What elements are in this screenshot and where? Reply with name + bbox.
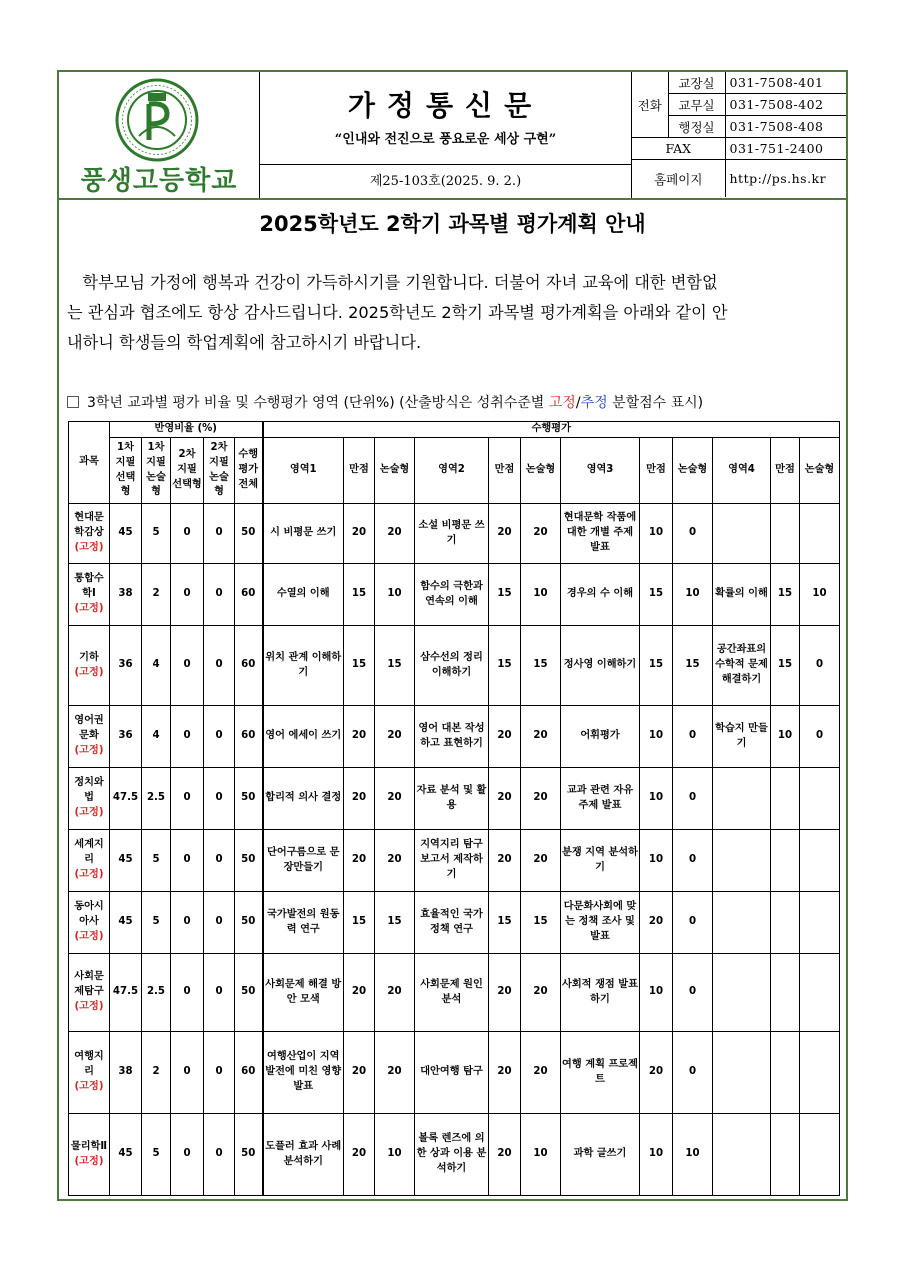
essay-score-cell: 10 bbox=[673, 564, 713, 626]
subject-cell bbox=[69, 1114, 110, 1196]
essay-score-cell bbox=[800, 768, 840, 830]
area-col-header: 영역3 bbox=[561, 438, 640, 504]
subject-name: 물리학Ⅱ bbox=[70, 1140, 108, 1152]
subject-name: 세계지리 bbox=[74, 839, 104, 866]
ratio-cell: 45 bbox=[110, 504, 142, 564]
essay-score-cell: 10 bbox=[375, 1114, 415, 1196]
ratio-cell: 45 bbox=[110, 1114, 142, 1196]
ratio-cell: 0 bbox=[171, 892, 204, 954]
full-score-cell: 20 bbox=[489, 1114, 521, 1196]
area-name-cell bbox=[713, 954, 771, 1032]
area-name-cell: 어휘평가 bbox=[561, 706, 640, 768]
phone-office: 행정실 bbox=[668, 116, 725, 138]
essay-score-cell: 0 bbox=[673, 830, 713, 892]
essay-score-cell: 10 bbox=[521, 564, 561, 626]
essay-score-cell: 20 bbox=[375, 504, 415, 564]
evaluation-table bbox=[68, 421, 840, 1196]
full-score-cell bbox=[771, 1032, 800, 1114]
essay-score-cell: 0 bbox=[673, 954, 713, 1032]
essay-score-cell bbox=[800, 892, 840, 954]
ratio-cell: 2 bbox=[142, 1032, 171, 1114]
essay-score-cell: 0 bbox=[673, 1032, 713, 1114]
essay-score-cell bbox=[800, 830, 840, 892]
school-name: 풍생고등학교 bbox=[80, 166, 238, 196]
subject-cell bbox=[69, 504, 110, 564]
essay-score-cell: 0 bbox=[673, 768, 713, 830]
ratio-cell: 0 bbox=[171, 626, 204, 706]
ratio-cell: 50 bbox=[235, 504, 263, 564]
essay-score-cell: 0 bbox=[673, 892, 713, 954]
full-score-cell: 10 bbox=[640, 1114, 673, 1196]
full-score-cell bbox=[771, 830, 800, 892]
subject-cell bbox=[69, 1032, 110, 1114]
estimate-method-label: 추정 bbox=[580, 395, 608, 411]
essay-score-cell: 15 bbox=[375, 626, 415, 706]
full-score-cell: 15 bbox=[771, 626, 800, 706]
essay-score-cell: 10 bbox=[673, 1114, 713, 1196]
essay-score-cell: 20 bbox=[521, 768, 561, 830]
area-name-cell: 볼록 렌즈에 의한 상과 이용 분석하기 bbox=[415, 1114, 489, 1196]
area-name-cell bbox=[713, 504, 771, 564]
full-score-cell: 15 bbox=[489, 892, 521, 954]
full-score-cell: 10 bbox=[640, 706, 673, 768]
area-name-cell: 정사영 이해하기 bbox=[561, 626, 640, 706]
area-name-cell: 여행산업이 지역발전에 미친 영향 발표 bbox=[263, 1032, 344, 1114]
area-col-header: 영역4 bbox=[713, 438, 771, 504]
essay-score-cell bbox=[800, 954, 840, 1032]
area-name-cell: 사회문제 해결 방안 모색 bbox=[263, 954, 344, 1032]
area-name-cell: 국가발전의 원동력 연구 bbox=[263, 892, 344, 954]
ratio-cell: 60 bbox=[235, 1032, 263, 1114]
ratio-cell: 0 bbox=[171, 1032, 204, 1114]
essay-score-cell: 10 bbox=[521, 1114, 561, 1196]
area-name-cell: 사회적 쟁점 발표하기 bbox=[561, 954, 640, 1032]
full-score-cell bbox=[771, 768, 800, 830]
score-col-header: 만점 bbox=[489, 438, 521, 504]
ratio-cell: 0 bbox=[204, 892, 235, 954]
ratio-cell: 0 bbox=[171, 564, 204, 626]
subject-name: 정치와법 bbox=[74, 777, 104, 804]
essay-score-cell: 15 bbox=[673, 626, 713, 706]
ratio-cell: 45 bbox=[110, 830, 142, 892]
subject-cell bbox=[69, 830, 110, 892]
calc-method: (고정) bbox=[74, 930, 104, 942]
full-score-cell: 20 bbox=[344, 1114, 375, 1196]
essay-score-cell: 15 bbox=[521, 892, 561, 954]
essay-score-cell: 20 bbox=[521, 1032, 561, 1114]
subject-name: 영어권문화 bbox=[74, 715, 104, 742]
full-score-cell: 15 bbox=[489, 626, 521, 706]
ratio-cell: 0 bbox=[204, 564, 235, 626]
area-name-cell: 현대문학 작품에 대한 개별 주제 발표 bbox=[561, 504, 640, 564]
phone-label: 전화 bbox=[632, 72, 668, 138]
ratio-cell: 50 bbox=[235, 954, 263, 1032]
table-row bbox=[69, 1114, 840, 1196]
ratio-cell: 36 bbox=[110, 626, 142, 706]
ratio-cell: 47.5 bbox=[110, 954, 142, 1032]
full-score-cell: 15 bbox=[640, 564, 673, 626]
full-score-cell: 20 bbox=[489, 504, 521, 564]
ratio-cell: 5 bbox=[142, 830, 171, 892]
area-name-cell: 여행 계획 프로젝트 bbox=[561, 1032, 640, 1114]
table-row bbox=[69, 564, 840, 626]
ratio-cell: 2 bbox=[142, 564, 171, 626]
ratio-cell: 50 bbox=[235, 830, 263, 892]
essay-score-cell: 0 bbox=[673, 706, 713, 768]
area-col-header: 영역2 bbox=[415, 438, 489, 504]
ratio-cell: 0 bbox=[204, 768, 235, 830]
essay-score-cell: 20 bbox=[375, 706, 415, 768]
ratio-col-header: 2차 지필 논술형 bbox=[204, 438, 235, 504]
full-score-cell: 20 bbox=[640, 892, 673, 954]
section-slash: / bbox=[575, 395, 581, 411]
area-name-cell: 소설 비평문 쓰기 bbox=[415, 504, 489, 564]
ratio-cell: 0 bbox=[204, 504, 235, 564]
phone-office: 교무실 bbox=[668, 94, 725, 116]
essay-col-header: 논술형 bbox=[521, 438, 561, 504]
ratio-cell: 5 bbox=[142, 892, 171, 954]
homepage-link[interactable]: http://ps.hs.kr bbox=[725, 160, 846, 198]
contact-info bbox=[632, 72, 846, 198]
homepage-label: 홈페이지 bbox=[632, 160, 725, 198]
subject-name: 사회문제탐구 bbox=[74, 971, 104, 998]
area-name-cell: 함수의 극한과 연속의 이해 bbox=[415, 564, 489, 626]
full-score-cell: 20 bbox=[344, 1032, 375, 1114]
ratio-cell: 38 bbox=[110, 1032, 142, 1114]
full-score-cell: 10 bbox=[771, 706, 800, 768]
essay-score-cell: 15 bbox=[375, 892, 415, 954]
full-score-cell bbox=[771, 954, 800, 1032]
notice-frame bbox=[57, 70, 848, 1201]
essay-score-cell: 20 bbox=[375, 1032, 415, 1114]
full-score-cell: 10 bbox=[640, 954, 673, 1032]
calc-method: (고정) bbox=[74, 868, 104, 880]
section-text: 3학년 교과별 평가 비율 및 수행평가 영역 (단위%) (산출방식은 성취수준별 bbox=[87, 395, 549, 411]
subject-cell bbox=[69, 564, 110, 626]
school-seal-icon bbox=[115, 78, 199, 162]
ratio-cell: 0 bbox=[204, 626, 235, 706]
subject-cell bbox=[69, 768, 110, 830]
essay-col-header: 논술형 bbox=[673, 438, 713, 504]
ratio-cell: 36 bbox=[110, 706, 142, 768]
full-score-cell: 20 bbox=[489, 768, 521, 830]
intro-line: 내하니 학생들의 학업계획에 참고하시기 바랍니다. bbox=[67, 333, 422, 352]
ratio-cell: 4 bbox=[142, 706, 171, 768]
subject-name: 기하 bbox=[79, 651, 99, 663]
area-name-cell: 삼수선의 정리 이해하기 bbox=[415, 626, 489, 706]
full-score-cell: 20 bbox=[489, 1032, 521, 1114]
area-name-cell: 교과 관련 자유 주제 발표 bbox=[561, 768, 640, 830]
full-score-cell: 20 bbox=[489, 706, 521, 768]
calc-method: (고정) bbox=[74, 1155, 104, 1167]
area-name-cell: 시 비평문 쓰기 bbox=[263, 504, 344, 564]
area-col-header: 영역1 bbox=[263, 438, 344, 504]
area-name-cell: 분쟁 지역 분석하기 bbox=[561, 830, 640, 892]
notice-title: 가정통신문 bbox=[347, 89, 544, 122]
calc-method: (고정) bbox=[74, 806, 104, 818]
table-row bbox=[69, 626, 840, 706]
fixed-method-label: 고정 bbox=[548, 395, 576, 411]
area-name-cell bbox=[713, 892, 771, 954]
issue-number: 제25-103호(2025. 9. 2.) bbox=[260, 165, 632, 198]
fax-number: 031-751-2400 bbox=[725, 138, 846, 160]
title-block bbox=[260, 72, 632, 165]
phone-number: 031-7508-402 bbox=[725, 94, 846, 116]
area-name-cell bbox=[713, 830, 771, 892]
area-name-cell: 단어구름으로 문장만들기 bbox=[263, 830, 344, 892]
area-name-cell bbox=[713, 768, 771, 830]
full-score-cell: 20 bbox=[344, 706, 375, 768]
ratio-cell: 50 bbox=[235, 892, 263, 954]
calc-method: (고정) bbox=[74, 1000, 104, 1012]
full-score-cell: 20 bbox=[489, 830, 521, 892]
essay-score-cell: 20 bbox=[521, 954, 561, 1032]
essay-score-cell: 0 bbox=[800, 706, 840, 768]
area-name-cell: 합리적 의사 결정 bbox=[263, 768, 344, 830]
ratio-cell: 0 bbox=[171, 830, 204, 892]
ratio-col-header: 2차 지필 선택형 bbox=[171, 438, 204, 504]
table-row bbox=[69, 1032, 840, 1114]
area-name-cell: 사회문제 원인 분석 bbox=[415, 954, 489, 1032]
school-motto: “인내와 전진으로 풍요로운 세상 구현” bbox=[334, 132, 557, 147]
ratio-cell: 0 bbox=[204, 1114, 235, 1196]
phone-number: 031-7508-401 bbox=[725, 72, 846, 94]
score-col-header: 만점 bbox=[344, 438, 375, 504]
area-name-cell: 수열의 이해 bbox=[263, 564, 344, 626]
area-name-cell: 자료 분석 및 활용 bbox=[415, 768, 489, 830]
subject-name: 여행지리 bbox=[74, 1051, 104, 1078]
full-score-cell: 20 bbox=[489, 954, 521, 1032]
ratio-cell: 0 bbox=[171, 954, 204, 1032]
subject-cell bbox=[69, 892, 110, 954]
school-logo-block bbox=[59, 72, 260, 198]
score-col-header: 만점 bbox=[640, 438, 673, 504]
ratio-cell: 38 bbox=[110, 564, 142, 626]
ratio-cell: 4 bbox=[142, 626, 171, 706]
essay-score-cell: 0 bbox=[800, 626, 840, 706]
ratio-cell: 0 bbox=[171, 768, 204, 830]
area-name-cell: 학습지 만들기 bbox=[713, 706, 771, 768]
ratio-cell: 50 bbox=[235, 1114, 263, 1196]
area-name-cell: 영어 대본 작성하고 표현하기 bbox=[415, 706, 489, 768]
fax-label: FAX bbox=[632, 138, 725, 160]
full-score-cell: 15 bbox=[344, 892, 375, 954]
full-score-cell: 20 bbox=[640, 1032, 673, 1114]
full-score-cell: 15 bbox=[344, 626, 375, 706]
essay-score-cell bbox=[800, 1114, 840, 1196]
essay-score-cell bbox=[800, 504, 840, 564]
essay-score-cell: 20 bbox=[375, 768, 415, 830]
area-name-cell: 확률의 이해 bbox=[713, 564, 771, 626]
ratio-cell: 60 bbox=[235, 626, 263, 706]
area-name-cell bbox=[713, 1032, 771, 1114]
full-score-cell: 20 bbox=[344, 830, 375, 892]
area-name-cell: 지역지리 탐구보고서 제작하기 bbox=[415, 830, 489, 892]
calc-method: (고정) bbox=[74, 541, 104, 553]
essay-score-cell: 0 bbox=[673, 504, 713, 564]
full-score-cell: 10 bbox=[640, 830, 673, 892]
table-row bbox=[69, 954, 840, 1032]
ratio-cell: 5 bbox=[142, 1114, 171, 1196]
ratio-cell: 0 bbox=[204, 1032, 235, 1114]
score-col-header: 만점 bbox=[771, 438, 800, 504]
area-name-cell: 과학 글쓰기 bbox=[561, 1114, 640, 1196]
full-score-cell: 15 bbox=[344, 564, 375, 626]
essay-score-cell: 20 bbox=[521, 706, 561, 768]
calc-method: (고정) bbox=[74, 666, 104, 678]
letterhead bbox=[59, 72, 846, 200]
ratio-cell: 0 bbox=[204, 830, 235, 892]
essay-score-cell: 20 bbox=[375, 830, 415, 892]
area-name-cell: 공간좌표의 수학적 문제 해결하기 bbox=[713, 626, 771, 706]
full-score-cell bbox=[771, 1114, 800, 1196]
ratio-cell: 2.5 bbox=[142, 768, 171, 830]
area-name-cell: 대안여행 탐구 bbox=[415, 1032, 489, 1114]
phone-number: 031-7508-408 bbox=[725, 116, 846, 138]
full-score-cell: 15 bbox=[640, 626, 673, 706]
essay-score-cell: 20 bbox=[521, 504, 561, 564]
essay-score-cell: 10 bbox=[375, 564, 415, 626]
calc-method: (고정) bbox=[74, 744, 104, 756]
intro-line: 는 관심과 협조에도 항상 감사드립니다. 2025학년도 2학기 과목별 평가계획을 아래와 같이 안 bbox=[67, 303, 728, 322]
document-title: 2025학년도 2학기 과목별 평가계획 안내 bbox=[259, 212, 646, 236]
essay-col-header: 논술형 bbox=[375, 438, 415, 504]
essay-col-header: 논술형 bbox=[800, 438, 840, 504]
section-heading bbox=[67, 392, 847, 412]
full-score-cell bbox=[771, 504, 800, 564]
full-score-cell: 15 bbox=[489, 564, 521, 626]
checkbox-icon bbox=[67, 396, 79, 408]
area-name-cell: 효율적인 국가정책 연구 bbox=[415, 892, 489, 954]
ratio-header: 반영비율 (%) bbox=[110, 422, 263, 438]
section-text-end: 분할점수 표시) bbox=[607, 395, 704, 411]
ratio-cell: 0 bbox=[204, 954, 235, 1032]
area-name-cell: 경우의 수 이해 bbox=[561, 564, 640, 626]
ratio-cell: 50 bbox=[235, 768, 263, 830]
subject-name: 현대문학감상 bbox=[74, 512, 104, 539]
ratio-cell: 60 bbox=[235, 564, 263, 626]
ratio-cell: 2.5 bbox=[142, 954, 171, 1032]
intro-line: 학부모님 가정에 행복과 건강이 가득하시기를 기원합니다. 더불어 자녀 교육에 대한 변함없 bbox=[67, 273, 718, 292]
essay-score-cell: 10 bbox=[800, 564, 840, 626]
ratio-cell: 0 bbox=[171, 706, 204, 768]
full-score-cell bbox=[771, 892, 800, 954]
subject-cell bbox=[69, 626, 110, 706]
full-score-cell: 20 bbox=[344, 504, 375, 564]
full-score-cell: 10 bbox=[640, 768, 673, 830]
essay-score-cell bbox=[800, 1032, 840, 1114]
area-name-cell: 위치 관계 이해하기 bbox=[263, 626, 344, 706]
ratio-col-header: 1차 지필 논술형 bbox=[142, 438, 171, 504]
area-name-cell: 영어 에세이 쓰기 bbox=[263, 706, 344, 768]
ratio-cell: 0 bbox=[171, 1114, 204, 1196]
intro-paragraph bbox=[67, 268, 840, 358]
full-score-cell: 15 bbox=[771, 564, 800, 626]
essay-score-cell: 20 bbox=[521, 830, 561, 892]
ratio-col-header: 수행 평가 전체 bbox=[235, 438, 263, 504]
full-score-cell: 10 bbox=[640, 504, 673, 564]
ratio-cell: 60 bbox=[235, 706, 263, 768]
table-row bbox=[69, 892, 840, 954]
ratio-cell: 47.5 bbox=[110, 768, 142, 830]
subject-name: 동아시아사 bbox=[74, 901, 104, 928]
subject-name: 통합수학Ⅰ bbox=[74, 573, 104, 600]
ratio-cell: 0 bbox=[171, 504, 204, 564]
table-row bbox=[69, 504, 840, 564]
phone-office: 교장실 bbox=[668, 72, 725, 94]
subject-cell bbox=[69, 954, 110, 1032]
full-score-cell: 20 bbox=[344, 768, 375, 830]
ratio-cell: 45 bbox=[110, 892, 142, 954]
subject-header: 과목 bbox=[69, 422, 110, 504]
ratio-cell: 0 bbox=[204, 706, 235, 768]
table-row bbox=[69, 706, 840, 768]
table-row bbox=[69, 830, 840, 892]
area-name-cell: 도플러 효과 사례 분석하기 bbox=[263, 1114, 344, 1196]
ratio-col-header: 1차 지필 선택형 bbox=[110, 438, 142, 504]
full-score-cell: 20 bbox=[344, 954, 375, 1032]
essay-score-cell: 15 bbox=[521, 626, 561, 706]
area-name-cell: 다문화사회에 맞는 정책 조사 및 발표 bbox=[561, 892, 640, 954]
table-row bbox=[69, 768, 840, 830]
area-name-cell bbox=[713, 1114, 771, 1196]
calc-method: (고정) bbox=[74, 602, 104, 614]
performance-header: 수행평가 bbox=[263, 422, 840, 438]
essay-score-cell: 20 bbox=[375, 954, 415, 1032]
ratio-cell: 5 bbox=[142, 504, 171, 564]
calc-method: (고정) bbox=[74, 1080, 104, 1092]
subject-cell bbox=[69, 706, 110, 768]
